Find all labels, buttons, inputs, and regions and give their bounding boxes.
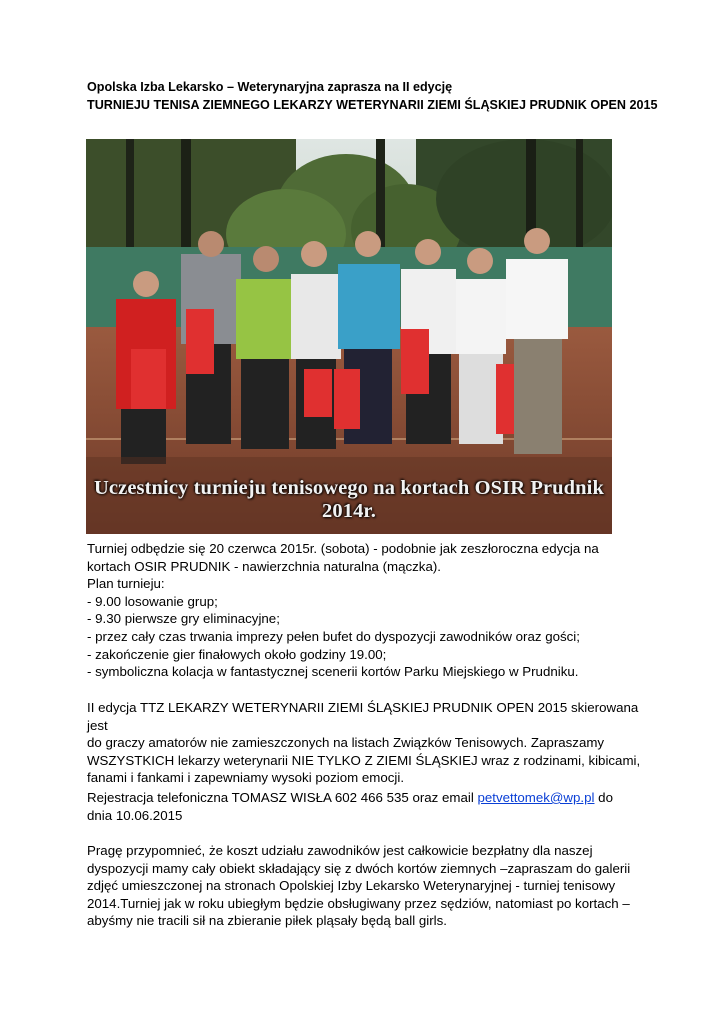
tournament-photo — [86, 139, 612, 534]
edition-paragraph — [87, 699, 647, 787]
plan-item: - 9.00 losowanie grup; — [87, 593, 218, 609]
edition-line-4: fanami i fankami i zapewniamy wysoki poziom emocji. — [87, 770, 405, 786]
header-line-2: TURNIEJU TENISA ZIEMNEGO LEKARZY WETERYNARII ZIEMI ŚLĄSKIEJ PRUDNIK OPEN 2015 — [87, 97, 658, 112]
intro-section — [87, 540, 647, 681]
document-header — [87, 79, 658, 114]
registration-suffix: do — [594, 790, 613, 805]
edition-line-2: do graczy amatorów nie zamieszczonych na listach Związków Tenisowych. Zapraszamy — [87, 735, 605, 751]
plan-item: - symboliczna kolacja w fantastycznej scenerii kortów Parku Miejskiego w Prudniku. — [87, 664, 579, 680]
reminder-line-5: abyśmy nie tracili sił na zbieranie piłek pląsały będą ball girls. — [87, 913, 447, 929]
reminder-paragraph — [87, 842, 647, 930]
plan-item: - przez cały czas trwania imprezy pełen bufet do dyspozycji zawodników oraz gości; — [87, 628, 580, 644]
reminder-line-1: Pragę przypomnieć, że koszt udziału zawodników jest całkowicie bezpłatny dla naszej — [87, 843, 593, 858]
photo-illustration — [86, 139, 612, 534]
registration-line-2: dnia 10.06.2015 — [87, 807, 183, 823]
reminder-line-2: dyspozycji mamy cały obiekt składający się z dwóch kortów ziemnych –zapraszam do galerii — [87, 860, 631, 876]
reminder-line-4: 2014.Turniej jak w roku ubiegłym będzie obsługiwany przez sędziów, natomiast po kortach – — [87, 895, 630, 911]
intro-line-2: kortach OSIR PRUDNIK - nawierzchnia naturalna (mączka). — [87, 558, 441, 574]
intro-line-1: Turniej odbędzie się 20 czerwca 2015r. (sobota) - podobnie jak zeszłoroczna edycja na — [87, 541, 599, 556]
plan-item: - zakończenie gier finałowych około godziny 19.00; — [87, 646, 387, 662]
registration-paragraph — [87, 789, 647, 824]
header-line-1: Opolska Izba Lekarsko – Weterynaryjna zaprasza na II edycję — [87, 80, 453, 94]
edition-line-3: WSZYSTKICH lekarzy weterynarii NIE TYLKO Z ZIEMI ŚLĄSKIEJ wraz z rodzinami, kibicami, — [87, 752, 641, 768]
edition-line-1: II edycja TTZ LEKARZY WETERYNARII ZIEMI ŚLĄSKIEJ PRUDNIK OPEN 2015 skierowana jest — [87, 700, 639, 733]
registration-line-1 — [87, 789, 647, 807]
plan-title: Plan turnieju: — [87, 576, 165, 592]
reminder-line-3: zdjęć umieszczonej na stronach Opolskiej Izby Lekarsko Weterynaryjnej - turniej tenisowy — [87, 878, 616, 894]
photo-caption: Uczestnicy turnieju tenisowego na kortach OSIR Prudnik 2014r. — [94, 477, 604, 522]
plan-item: - 9.30 pierwsze gry eliminacyjne; — [87, 611, 280, 627]
registration-prefix: Rejestracja telefoniczna TOMASZ WISŁA 602 466 535 oraz email — [87, 790, 478, 805]
email-link[interactable]: petvettomek@wp.pl — [477, 790, 595, 805]
